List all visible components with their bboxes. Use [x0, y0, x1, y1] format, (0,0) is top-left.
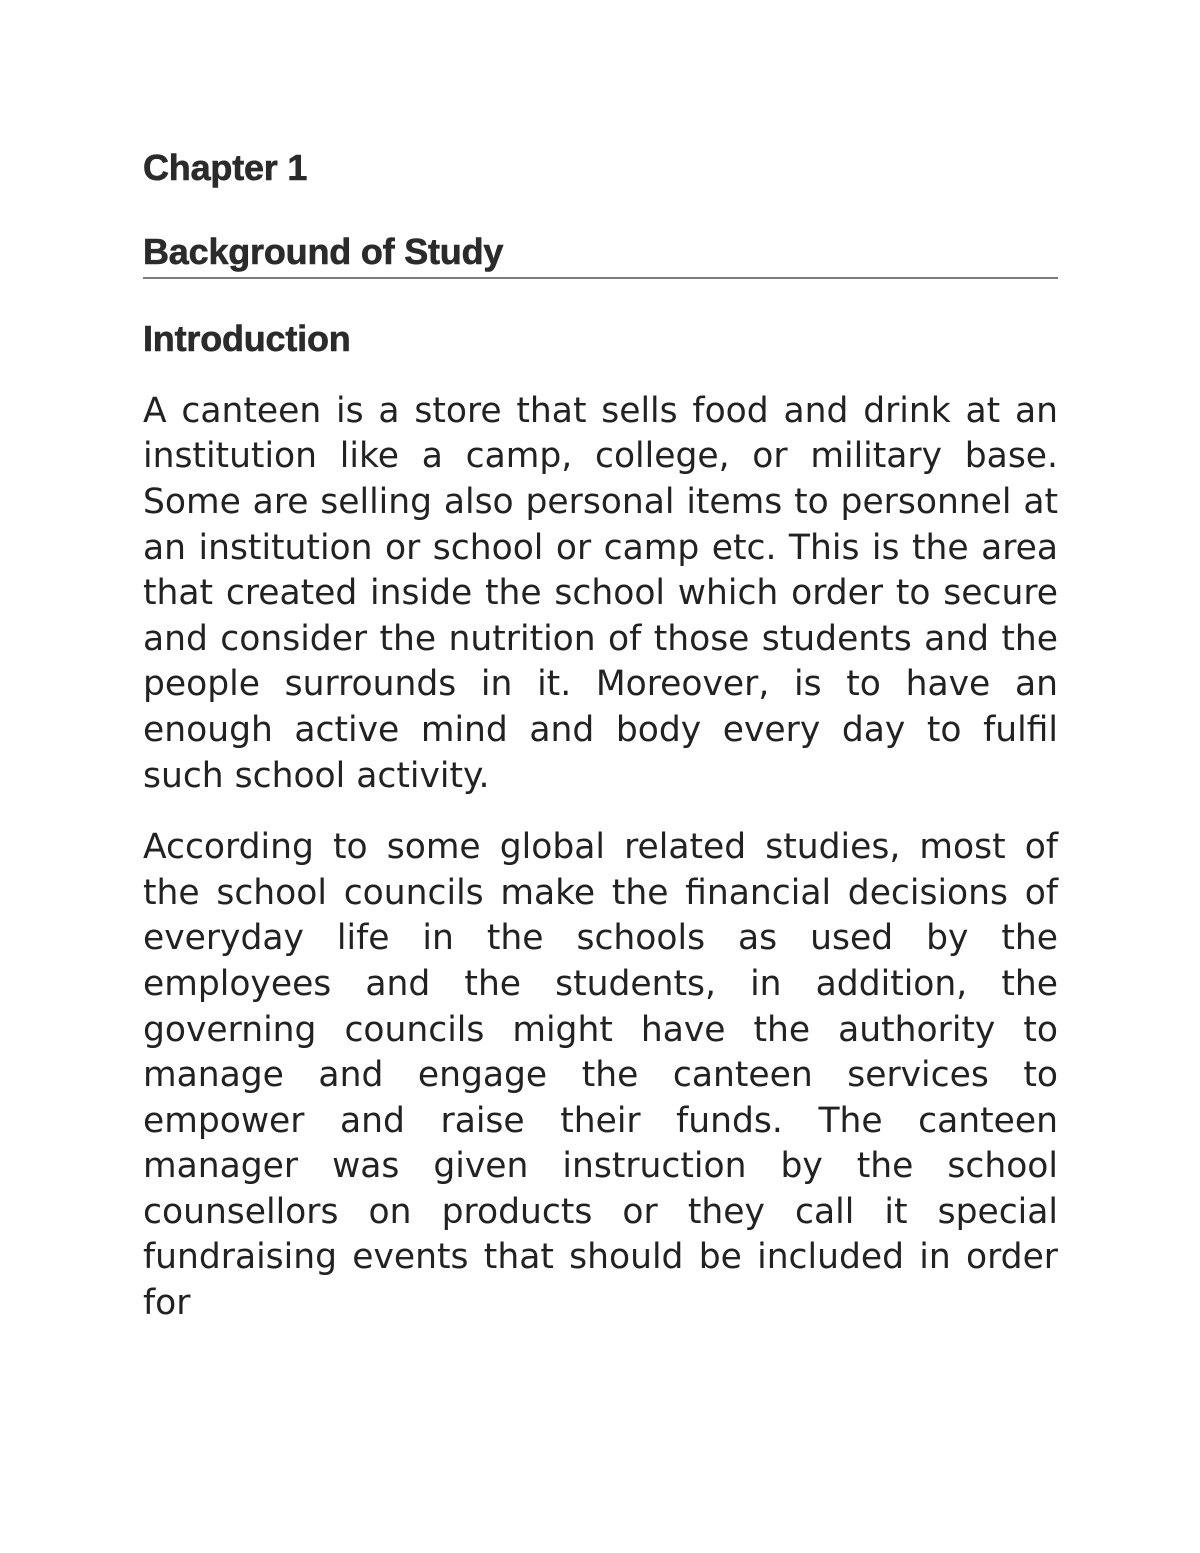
chapter-title: Chapter 1 — [143, 147, 308, 188]
paragraph-1: A canteen is a store that sells food and drink at an institution like a camp, college, or military base. Some are selling also personal items to personnel at an institution or school or camp etc. This is the area that created inside the school which order to secure and consider the nutrition of those students and the people surrounds in it. Moreover, is to have an enough active mind and body every day to fulfil such school activity. — [143, 390, 1058, 796]
section-title-underline — [143, 232, 1058, 280]
document-body — [143, 148, 1058, 1353]
section-title: Background of Study — [143, 230, 504, 272]
subsection-title: Introduction — [143, 318, 351, 360]
paragraph-2: According to some global related studies, most of the school councils make the financial decisions of everyday life in the schools as used by the employees and the students, in addition, the governing councils might have the authority to manage and engage the canteen services to empower and raise their funds. The canteen manager was given instruction by the school counsellors on products or they call it special fundraising events that should be included in order for — [143, 827, 1058, 1324]
